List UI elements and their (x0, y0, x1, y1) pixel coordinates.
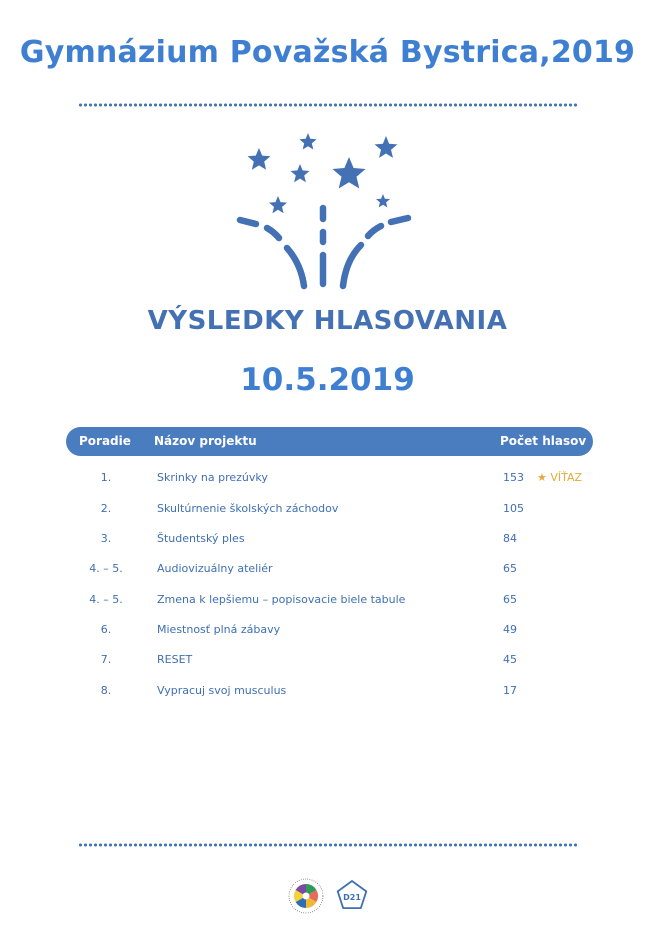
table-row (0, 650, 655, 670)
winner-label: VÍŤAZ (550, 471, 583, 484)
votes-cell: 65 (503, 593, 517, 606)
votes-cell: 49 (503, 623, 517, 636)
rank-cell: 4. – 5. (89, 562, 123, 575)
rank-cell: 7. (100, 653, 112, 666)
project-name-cell: Audiovizuálny ateliér (157, 562, 273, 575)
column-header-rank: Poradie (79, 434, 131, 448)
footer-logos (282, 876, 372, 916)
rank-cell: 6. (100, 623, 112, 636)
d21-logo (338, 881, 367, 908)
d21-label: D21 (343, 893, 361, 902)
project-name-cell: Vypracuj svoj musculus (157, 684, 287, 697)
star-icon (291, 164, 310, 182)
table-row (0, 681, 655, 701)
votes-cell: 105 (503, 502, 524, 515)
rank-cell: 3. (100, 532, 112, 545)
column-header-votes: Počet hlasov (500, 434, 587, 448)
project-name-cell: RESET (157, 653, 193, 666)
project-name-cell: Skultúrnenie školských záchodov (157, 502, 339, 515)
rank-cell: 1. (100, 471, 112, 484)
table-row (0, 499, 655, 519)
table-row (0, 590, 655, 610)
star-icon: ★ (537, 471, 547, 484)
votes-cell: 45 (503, 653, 517, 666)
project-name-cell: Skrinky na prezúvky (157, 471, 268, 484)
votes-cell: 84 (503, 532, 517, 545)
column-header-project: Názov projektu (154, 434, 257, 448)
votes-cell: 153 (503, 471, 524, 484)
table-row (0, 559, 655, 579)
project-name-cell: Miestnosť plná zábavy (157, 623, 281, 636)
star-icon (299, 133, 316, 150)
star-icon (269, 196, 287, 213)
star-icon (248, 148, 271, 170)
vote-date: 10.5.2019 (240, 362, 415, 398)
rank-cell: 4. – 5. (89, 593, 123, 606)
rank-cell: 8. (100, 684, 112, 697)
rank-cell: 2. (100, 502, 112, 515)
top-dotted-divider (78, 102, 578, 108)
star-icon (375, 136, 398, 158)
project-name-cell: Zmena k lepšiemu – popisovacie biele tabule (157, 593, 406, 606)
participatory-budget-logo (289, 879, 323, 913)
votes-cell: 17 (503, 684, 517, 697)
bottom-dotted-divider (78, 842, 578, 848)
table-row (0, 529, 655, 549)
table-row (0, 468, 655, 488)
results-heading: VÝSLEDKY HLASOVANIA (147, 306, 508, 336)
project-name-cell: Študentský ples (157, 532, 245, 545)
star-icon (332, 157, 365, 189)
table-row (0, 620, 655, 640)
winner-badge (537, 471, 582, 484)
table-header (66, 427, 593, 456)
page-title: Gymnázium Považská Bystrica,2019 (19, 35, 636, 70)
fireworks-icon (230, 128, 420, 300)
star-icon (376, 194, 390, 207)
votes-cell: 65 (503, 562, 517, 575)
